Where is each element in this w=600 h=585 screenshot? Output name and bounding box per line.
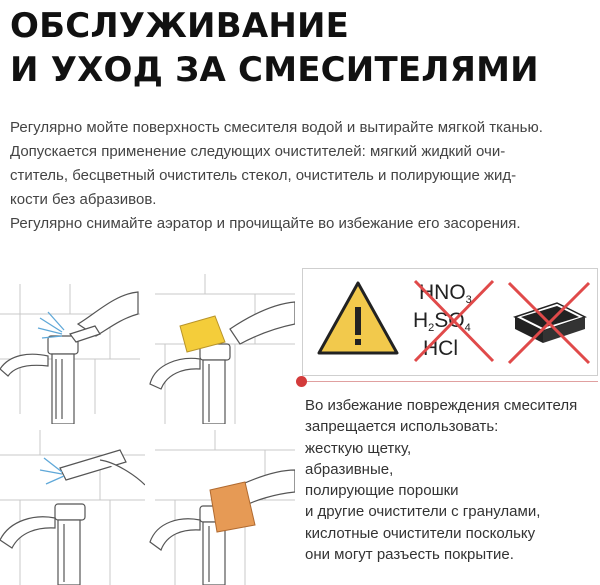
warning-icons-svg: [303, 269, 597, 375]
intro-line-5: Регулярно снимайте аэратор и прочищайте во избежание его засорения.: [10, 215, 521, 232]
intro-line-1: Регулярно мойте поверхность смесителя водой и вытирайте мягкой тканью.: [10, 119, 543, 136]
abrasive-sponge-prohibited-icon: [509, 283, 589, 363]
warning-line: запрещается использовать:: [305, 418, 499, 436]
title-line-2: И УХОД ЗА СМЕСИТЕЛЯМИ: [10, 50, 539, 90]
warning-triangle-icon: [319, 283, 397, 353]
warning-line: жесткую щетку,: [305, 439, 412, 457]
warning-line: полирующие порошки: [305, 482, 459, 500]
page-title: [10, 4, 595, 92]
warning-icons-box: [302, 268, 598, 376]
warning-line: абразивные,: [305, 460, 394, 478]
spray-faucet-icon: [0, 274, 140, 424]
sponge-faucet-icon: [145, 274, 295, 424]
chemical-h2so4: H2SO4: [413, 309, 471, 334]
warning-line: они могут разъесть покрытие.: [305, 546, 514, 564]
warning-line: и другие очистители с гранулами,: [305, 503, 541, 521]
intro-line-4: кости без абразивов.: [10, 191, 157, 208]
warning-text: [305, 395, 595, 565]
chemical-hcl: HCl: [423, 337, 458, 360]
cloth-faucet-icon: [145, 430, 295, 585]
separator-dot: [296, 376, 307, 387]
separator-line: [302, 381, 598, 382]
intro-line-3: ститель, бесцветный очиститель стекол, очиститель и полирующие жид-: [10, 167, 517, 184]
warning-line: Во избежание повреждения смесителя: [305, 397, 578, 414]
chemical-hno3: HNO3: [419, 281, 472, 306]
title-line-1: ОБСЛУЖИВАНИЕ: [10, 6, 350, 46]
brush-faucet-icon: [0, 430, 145, 585]
intro-line-2: Допускается применение следующих очистителей: мягкий жидкий очи-: [10, 143, 506, 160]
warning-line: кислотные очистители поскольку: [305, 524, 536, 542]
chemicals-prohibited-icon: [413, 281, 493, 361]
